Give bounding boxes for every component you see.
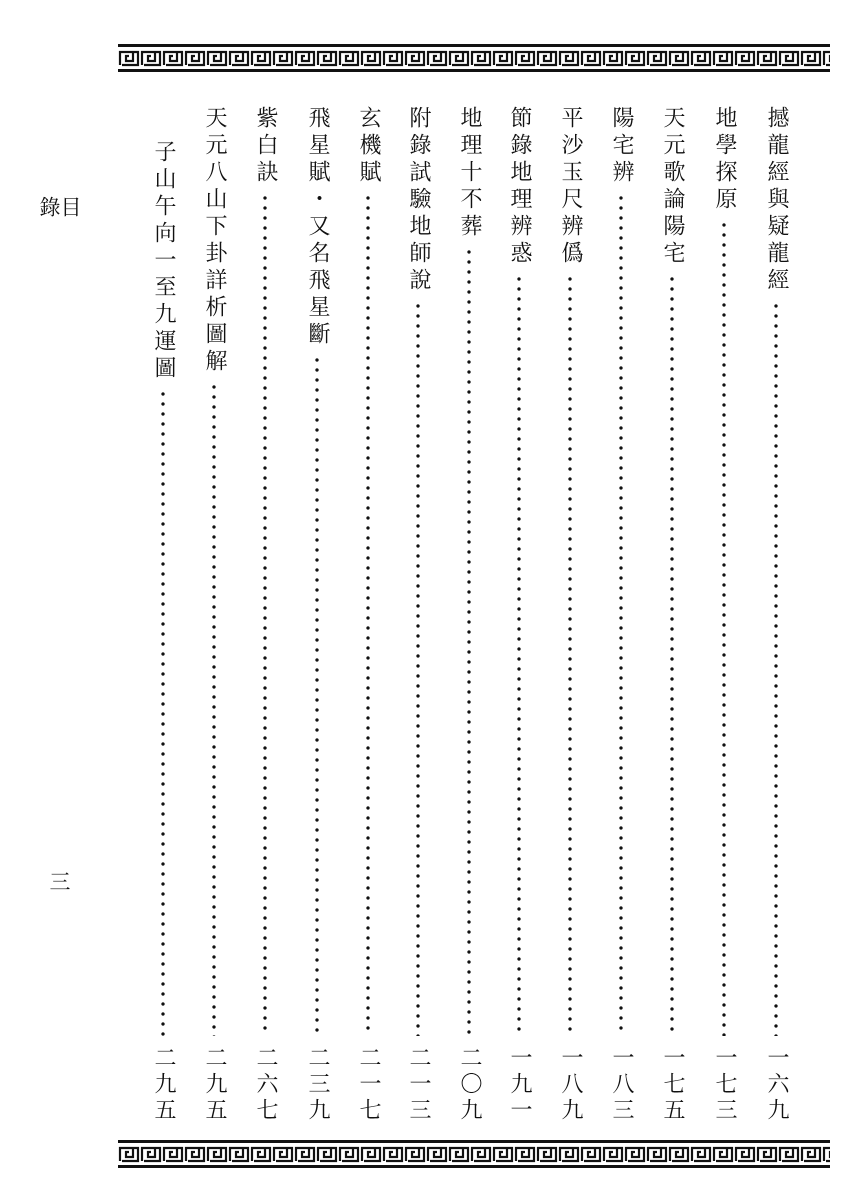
toc-entry-title: 天元歌論陽宅 — [660, 106, 685, 268]
toc-entry-title: 節錄地理辨惑 — [507, 106, 532, 268]
dot-leader — [263, 193, 267, 1036]
toc-entry[interactable] — [197, 106, 231, 1132]
dot-leader — [517, 274, 521, 1036]
toc-entry-page: 二三九 — [305, 1046, 330, 1124]
dot-leader — [722, 220, 726, 1036]
toc-entry-title: 天元八山下卦詳析圖解 — [202, 106, 227, 376]
toc-entry[interactable] — [351, 106, 385, 1132]
toc-entry-page: 一七五 — [660, 1046, 685, 1124]
toc-entry-page: 二六七 — [253, 1046, 278, 1124]
toc-entry[interactable] — [146, 106, 180, 1132]
toc-entry-title: 撼龍經與疑龍經 — [764, 106, 789, 295]
page-number: 三 — [49, 870, 71, 894]
toc-entry-title: 附錄試驗地師說 — [406, 106, 431, 295]
toc-entry-title: 玄機賦 — [356, 106, 381, 187]
toc-entry-page: 二一七 — [356, 1046, 381, 1124]
toc-entry[interactable] — [759, 106, 793, 1132]
toc-entry[interactable] — [604, 106, 638, 1132]
dot-leader — [619, 193, 623, 1036]
toc-entry-title: 地理十不葬 — [457, 106, 482, 241]
dot-leader — [315, 355, 319, 1036]
toc-entry[interactable] — [401, 106, 435, 1132]
toc-entry-title: 子山午向一至九運圖 — [151, 140, 176, 383]
toc-entry[interactable] — [655, 106, 689, 1132]
toc-entry[interactable] — [502, 106, 536, 1132]
dot-leader — [161, 389, 165, 1036]
toc-entry-title: 平沙玉尺辨僞 — [558, 106, 583, 268]
toc-entry[interactable] — [707, 106, 741, 1132]
dot-leader — [670, 274, 674, 1036]
toc-entry-title: 飛星賦・又名飛星斷 — [305, 106, 330, 349]
toc-entry-page: 一六九 — [764, 1046, 789, 1124]
toc-entry-page: 一七三 — [712, 1046, 737, 1124]
toc-entry-title: 紫白訣 — [253, 106, 278, 187]
dot-leader — [212, 382, 216, 1036]
toc-entry[interactable] — [300, 106, 334, 1132]
toc-entry-page: 一九一 — [507, 1046, 532, 1124]
dot-leader — [774, 301, 778, 1036]
top-decorative-border — [118, 44, 830, 72]
dot-leader — [568, 274, 572, 1036]
toc-entry-page: 二一三 — [406, 1046, 431, 1124]
dot-leader — [366, 193, 370, 1036]
toc-entry[interactable] — [248, 106, 282, 1132]
toc-entry-page: 二〇九 — [457, 1046, 482, 1124]
dot-leader — [467, 247, 471, 1036]
bottom-decorative-border — [118, 1140, 830, 1168]
toc-entry[interactable] — [452, 106, 486, 1132]
toc-entry[interactable] — [553, 106, 587, 1132]
toc-entry-title: 地學探原 — [712, 106, 737, 214]
section-title: 目錄 — [37, 195, 82, 297]
toc-entry-title: 陽宅辨 — [609, 106, 634, 187]
toc-entry-page: 一八九 — [558, 1046, 583, 1124]
toc-entry-page: 二九五 — [202, 1046, 227, 1124]
toc-entry-page: 一八三 — [609, 1046, 634, 1124]
dot-leader — [416, 301, 420, 1036]
toc-entry-page: 二九五 — [151, 1046, 176, 1124]
